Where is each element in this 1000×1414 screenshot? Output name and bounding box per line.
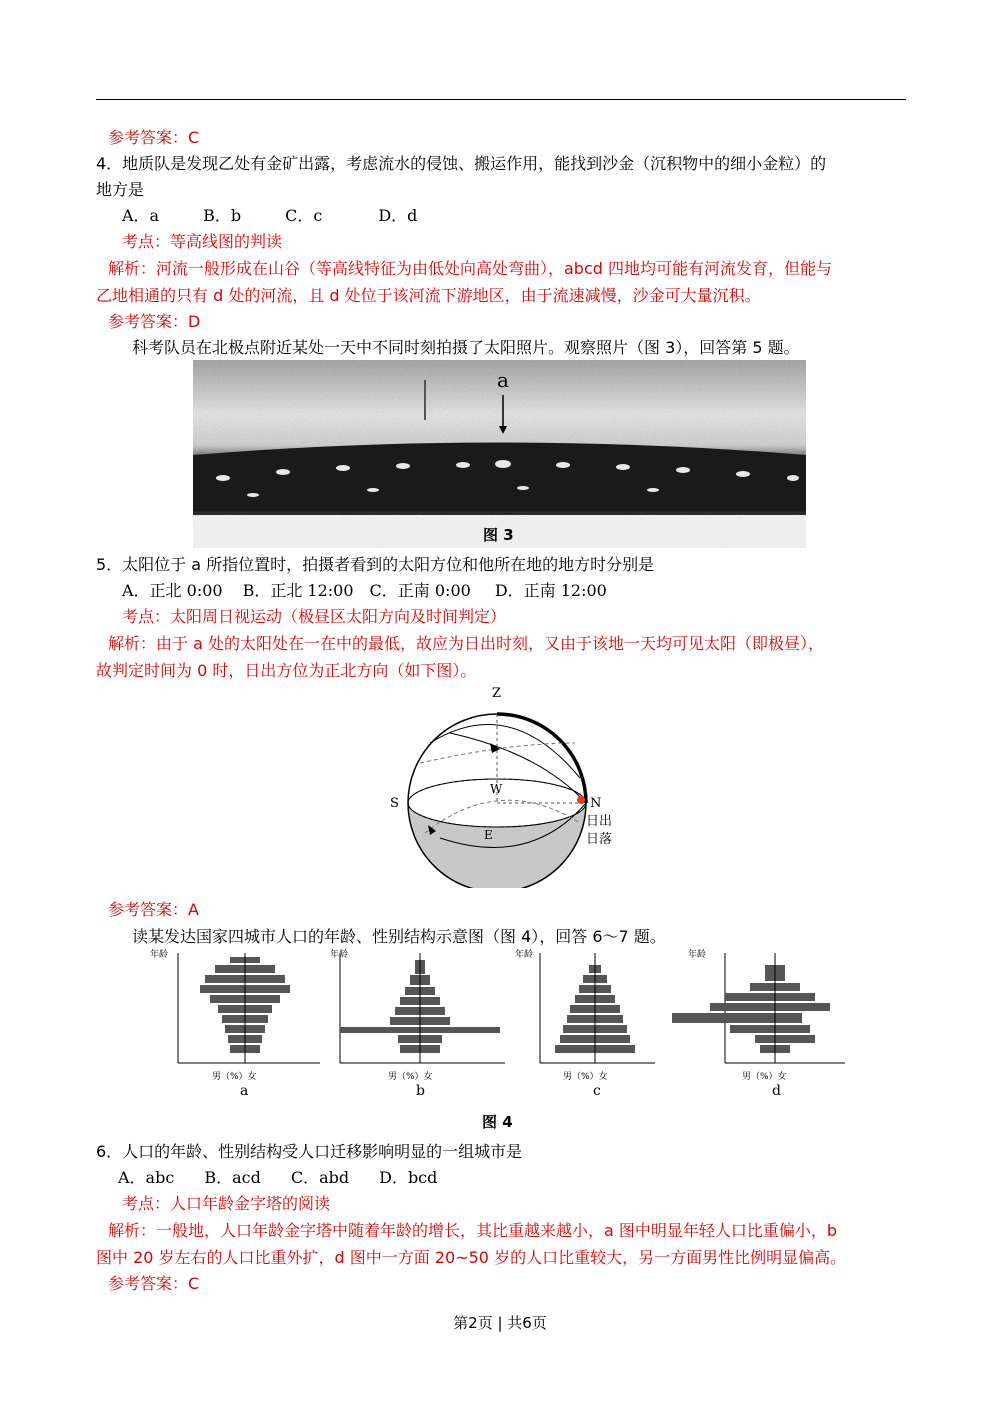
q5-answer: 参考答案：A (108, 900, 199, 919)
q5-options (122, 580, 651, 602)
sphere-label-z: Z (492, 686, 502, 701)
svg-text:年龄: 年龄 (330, 950, 349, 960)
q6-option-a: A．abc (118, 1168, 175, 1187)
sphere-label-set: 日落 (586, 832, 613, 847)
q4-analysis-line2: 乙地相通的只有 d 处的河流，且 d 处位于该河流下游地区，由于流速减慢，沙金可大量沉积。 (96, 286, 761, 305)
q6-option-c: C．abd (290, 1168, 350, 1187)
q5-option-d: D．正南 12:00 (494, 581, 607, 600)
svg-text:b: b (416, 1083, 425, 1099)
q5-analysis-line2: 故判定时间为 0 时，日出方位为正北方向（如下图）。 (96, 661, 477, 680)
svg-text:男（%）女: 男（%）女 (563, 1072, 608, 1082)
page-footer: 第2页 | 共6页 (453, 1314, 547, 1332)
q6-point: 考点：人口年龄金字塔的阅读 (122, 1194, 331, 1213)
header-rule (96, 99, 906, 100)
pyramid-panel-c (515, 948, 655, 1099)
q4-option-d: D．d (378, 206, 418, 225)
q4-option-a: A．a (122, 206, 160, 225)
q4-analysis-line1: 解析：河流一般形成在山谷（等高线特征为由低处向高处弯曲），abcd 四地均可能有河流发育，但能与 (108, 259, 833, 278)
q5-option-b: B．正北 12:00 (242, 581, 354, 600)
q6-analysis-line2: 图中 20 岁左右的人口比重外扩，d 图中一方面 20~50 岁的人口比重较大，另一方面男性比例明显偏高。 (96, 1248, 847, 1267)
q6-stem: 6．人口的年龄、性别结构受人口迁移影响明显的一组城市是 (96, 1142, 523, 1161)
figure-3-label-a: a (497, 368, 509, 392)
q5-stem: 5．太阳位于 a 所指位置时，拍摄者看到的太阳方位和他所在地的地方时分别是 (96, 555, 655, 574)
q5-option-a: A．正北 0:00 (122, 581, 223, 600)
q6-analysis-line1: 解析：一般地，人口年龄金字塔中随着年龄的增长，其比重越来越小，a 图中明显年轻人口比重偏小，b (108, 1221, 838, 1240)
svg-text:年龄: 年龄 (150, 950, 169, 960)
figure-3-caption: 图 3 (483, 526, 514, 544)
svg-text:年龄: 年龄 (515, 950, 534, 960)
q5-option-c: C．正南 0:00 (369, 581, 471, 600)
q4-answer: 参考答案：D (108, 312, 201, 331)
figure-4-caption: 图 4 (482, 1113, 513, 1131)
q6-option-b: B．acd (204, 1168, 261, 1187)
sphere-label-e: E (484, 828, 493, 842)
svg-text:年龄: 年龄 (688, 950, 707, 960)
svg-text:男（%）女: 男（%）女 (212, 1072, 257, 1082)
q3-answer: 参考答案：C (108, 128, 200, 147)
intro-q5: 科考队员在北极点附近某处一天中不同时刻拍摄了太阳照片。观察照片（图 3），回答第 5 题。 (132, 338, 800, 357)
q6-option-d: D．bcd (379, 1168, 438, 1187)
q6-answer: 参考答案：C (108, 1274, 200, 1293)
q6-options (118, 1167, 481, 1189)
svg-text:男（%）女: 男（%）女 (388, 1072, 433, 1082)
sphere-label-rise: 日出 (586, 814, 613, 829)
figure-4-pyramids (150, 945, 850, 1135)
intro-q6-7: 读某发达国家四城市人口的年龄、性别结构示意图（图 4），回答 6～7 题。 (132, 927, 666, 946)
q5-analysis-line1: 解析：由于 a 处的太阳处在一在中的最低，故应为日出时刻，又由于该地一天均可见太阳（即极昼）， (108, 634, 824, 653)
celestial-sphere-diagram (380, 683, 640, 888)
sphere-label-s: S (390, 796, 399, 811)
sphere-label-n: N (590, 796, 602, 811)
q5-point: 考点：太阳周日视运动（极昼区太阳方向及时间判定） (122, 607, 507, 626)
sphere-label-w: W (490, 782, 503, 796)
q4-stem-line1: 4．地质队是发现乙处有金矿出露，考虑流水的侵蚀、搬运作用，能找到沙金（沉积物中的细小金粒）的 (96, 154, 827, 173)
figure-3-photo (193, 360, 806, 548)
svg-text:男（%）女: 男（%）女 (742, 1072, 787, 1082)
svg-text:a: a (240, 1083, 249, 1099)
svg-text:d: d (772, 1083, 781, 1099)
q4-point: 考点：等高线图的判读 (122, 232, 283, 251)
svg-text:c: c (593, 1083, 601, 1099)
q4-option-b: B．b (203, 206, 242, 225)
pyramid-panel-d (672, 948, 845, 1099)
q4-options (122, 205, 461, 227)
pyramid-panel-b (330, 948, 505, 1099)
pyramid-panel-a (150, 948, 320, 1099)
q4-stem-line2: 地方是 (96, 180, 145, 199)
q4-option-c: C．c (285, 206, 323, 225)
